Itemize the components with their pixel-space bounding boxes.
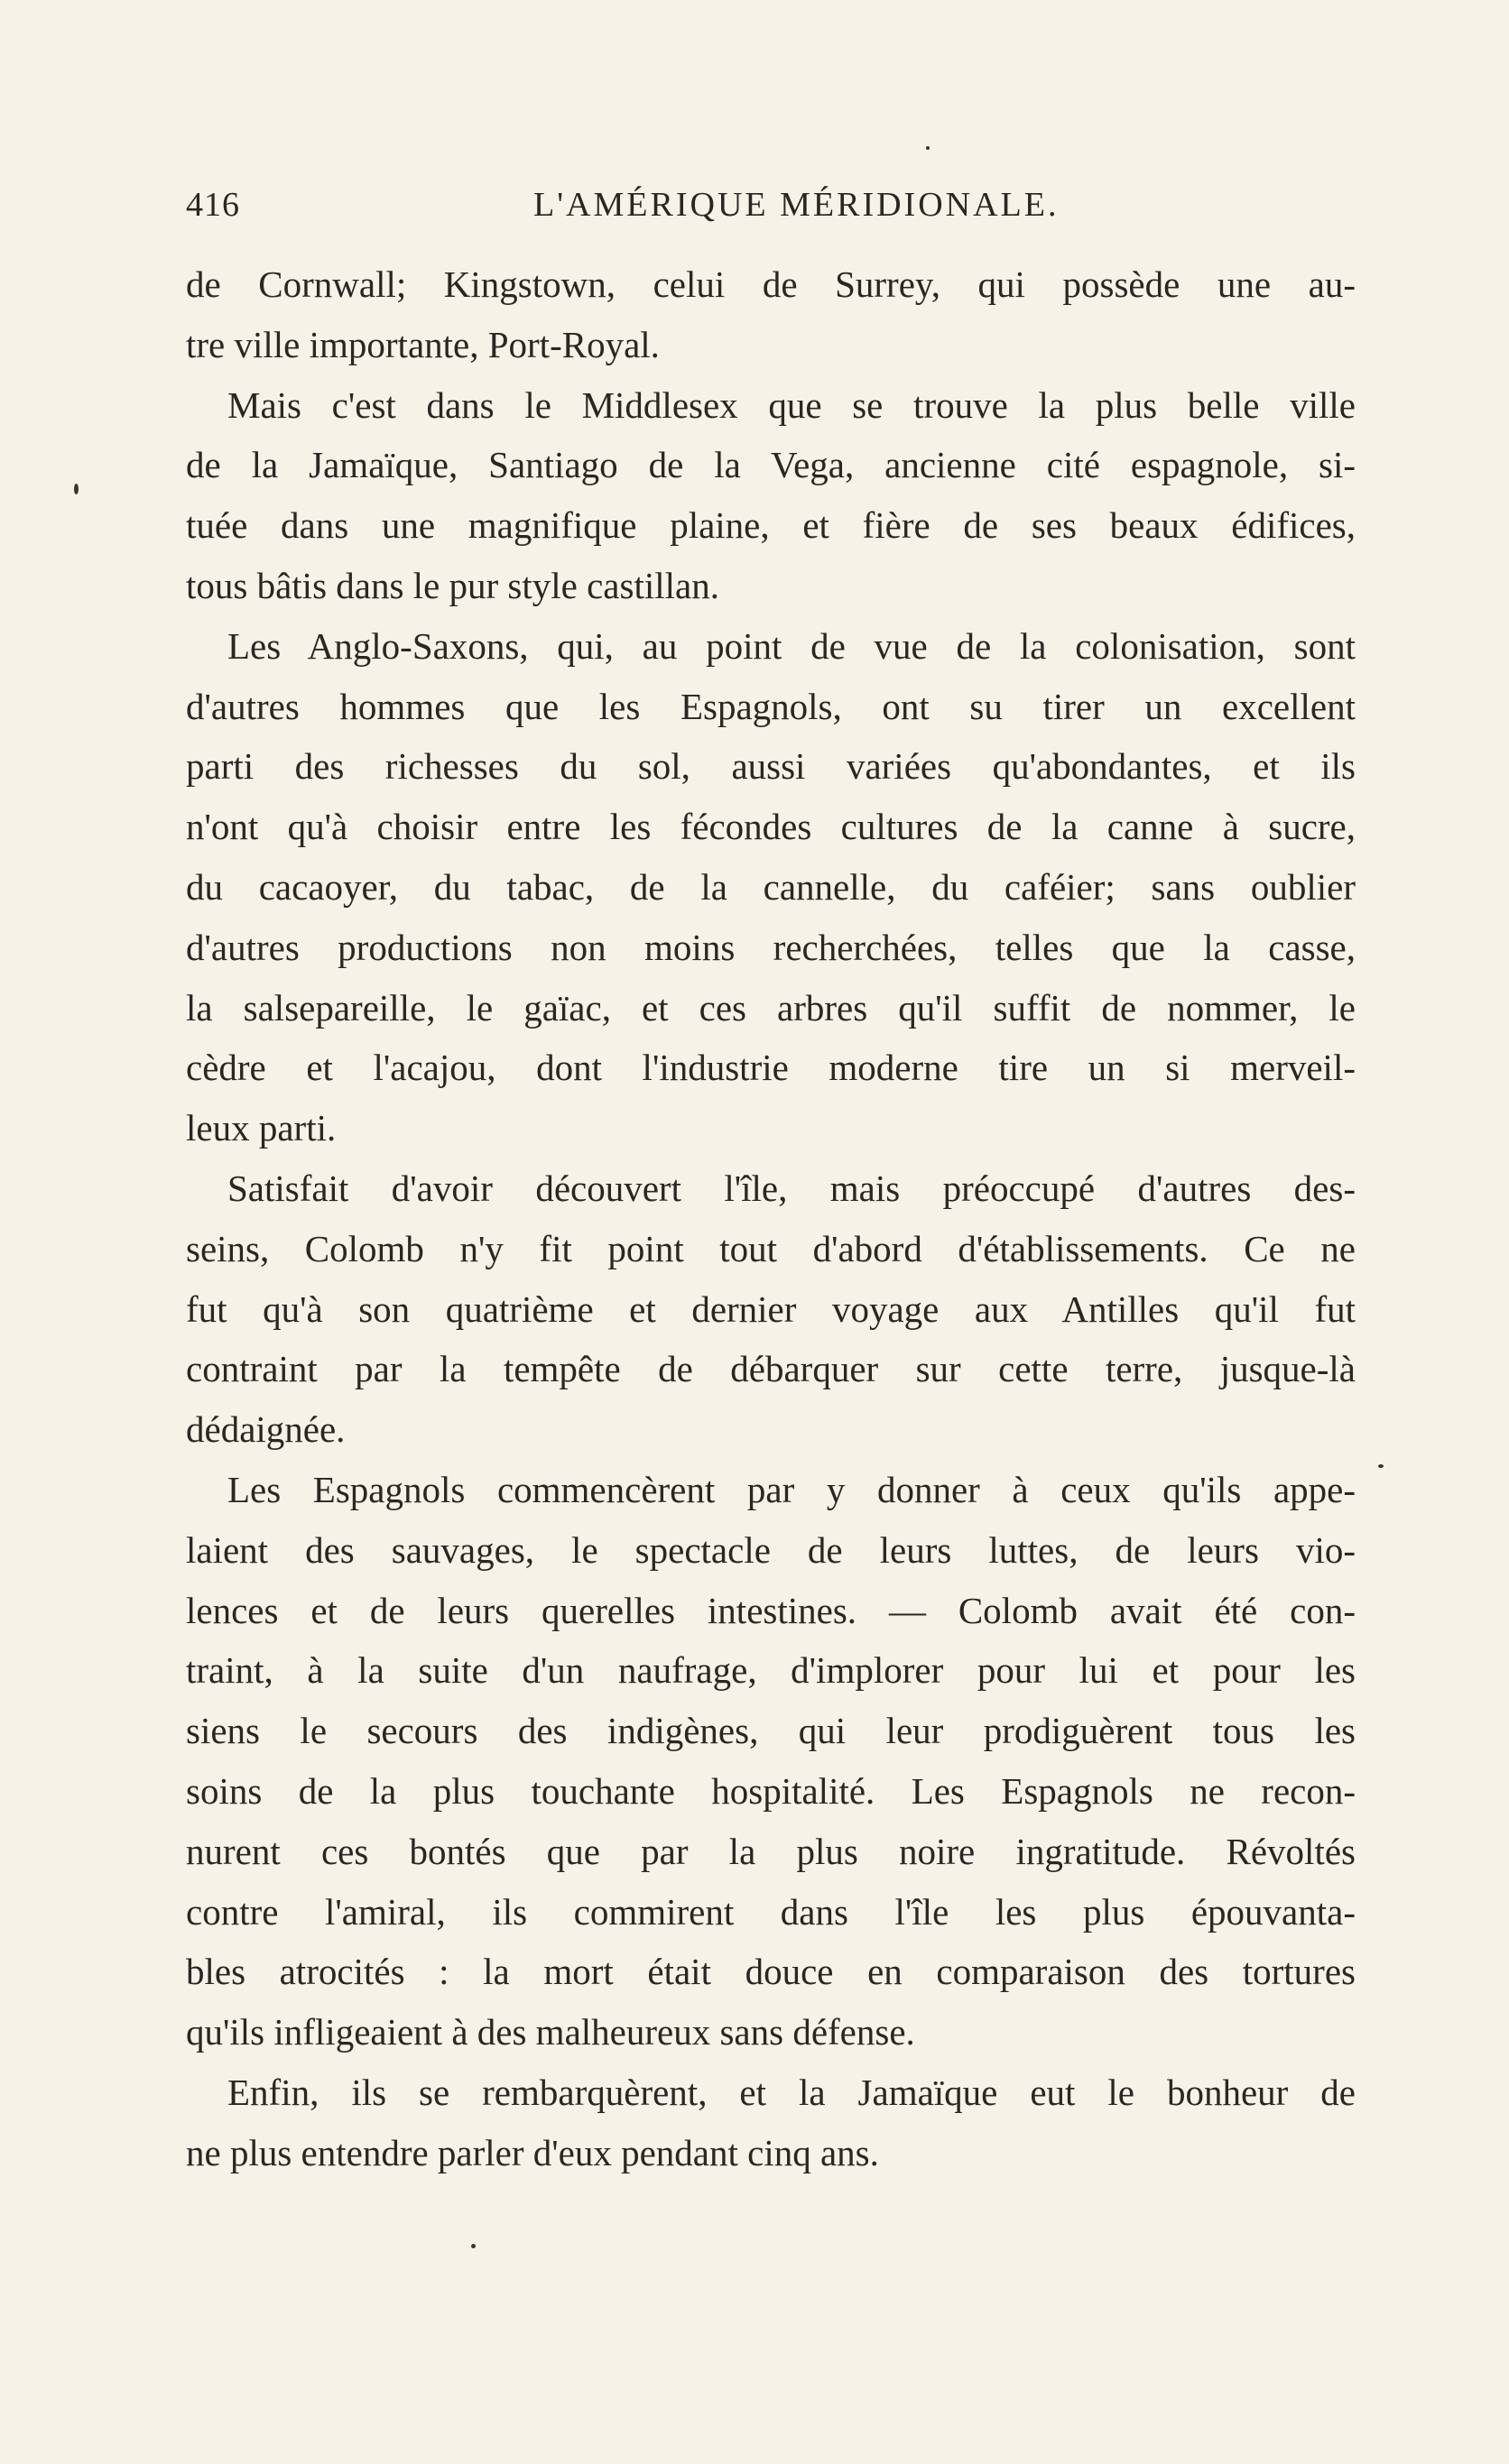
text-line: seins, Colomb n'y fit point tout d'abord d'établissements. Ce ne <box>186 1227 1356 1269</box>
text-line: Les Anglo-Saxons, qui, au point de vue de la colonisation, sont <box>227 624 1356 667</box>
text-line: tre ville importante, Port-Royal. <box>186 323 660 365</box>
text-line: n'ont qu'à choisir entre les fécondes cultures de la canne à sucre, <box>186 806 1356 848</box>
text-line: du cacaoyer, du tabac, de la cannelle, du caféier; sans oublier <box>186 865 1356 908</box>
page-header <box>186 185 1359 230</box>
text-line: Satisfait d'avoir découvert l'île, mais préoccupé d'autres des- <box>227 1167 1356 1209</box>
text-line: d'autres hommes que les Espagnols, ont su tirer un excellent <box>186 685 1356 727</box>
text-line: tous bâtis dans le pur style castillan. <box>186 564 719 606</box>
text-line: lences et de leurs querelles intestines. — Colomb avait été con- <box>186 1589 1356 1631</box>
text-line: contre l'amiral, ils commirent dans l'île les plus épouvanta- <box>186 1890 1356 1933</box>
text-line: cèdre et l'acajou, dont l'industrie moderne tire un si merveil- <box>186 1047 1356 1089</box>
text-line: de la Jamaïque, Santiago de la Vega, ancienne cité espagnole, si- <box>186 444 1356 486</box>
text-line: contraint par la tempête de débarquer sur cette terre, jusque-là <box>186 1348 1356 1390</box>
text-line: Enfin, ils se rembarquèrent, et la Jamaïque eut le bonheur de <box>227 2071 1356 2113</box>
text-line: nurent ces bontés que par la plus noire ingratitude. Révoltés <box>186 1830 1356 1872</box>
page-number: 416 <box>186 186 240 224</box>
text-line: Les Espagnols commencèrent par y donner à ceux qu'ils appe- <box>227 1468 1356 1510</box>
body-text <box>186 254 1356 2183</box>
text-line: soins de la plus touchante hospitalité. Les Espagnols ne recon- <box>186 1769 1356 1812</box>
text-line: de Cornwall; Kingstown, celui de Surrey, qui possède une au- <box>186 263 1356 305</box>
ink-speck <box>1378 1464 1384 1468</box>
text-line: leux parti. <box>186 1107 337 1149</box>
text-line: bles atrocités : la mort était douce en comparaison des tortures <box>186 1951 1356 1993</box>
text-line: laient des sauvages, le spectacle de leurs luttes, de leurs vio- <box>186 1528 1356 1571</box>
running-title: L'AMÉRIQUE MÉRIDIONALE. <box>533 186 1060 224</box>
text-line: siens le secours des indigènes, qui leur prodiguèrent tous les <box>186 1710 1356 1752</box>
ink-speck <box>74 484 79 494</box>
ink-speck <box>926 146 930 150</box>
text-line: qu'ils infligeaient à des malheureux sans défense. <box>186 2011 915 2053</box>
text-line: Mais c'est dans le Middlesex que se trouve la plus belle ville <box>227 383 1356 426</box>
text-line: tuée dans une magnifique plaine, et fière de ses beaux édifices, <box>186 504 1356 547</box>
text-line: dédaignée. <box>186 1408 346 1451</box>
ink-speck <box>471 2244 476 2248</box>
text-line: fut qu'à son quatrième et dernier voyage aux Antilles qu'il fut <box>186 1287 1356 1330</box>
text-line: ne plus entendre parler d'eux pendant cinq ans. <box>186 2131 879 2173</box>
text-line: traint, à la suite d'un naufrage, d'implorer pour lui et pour les <box>186 1649 1356 1692</box>
text-line: la salsepareille, le gaïac, et ces arbres qu'il suffit de nommer, le <box>186 986 1356 1029</box>
text-line: parti des richesses du sol, aussi variées qu'abondantes, et ils <box>186 745 1356 788</box>
text-line: d'autres productions non moins recherchées, telles que la casse, <box>186 926 1356 968</box>
